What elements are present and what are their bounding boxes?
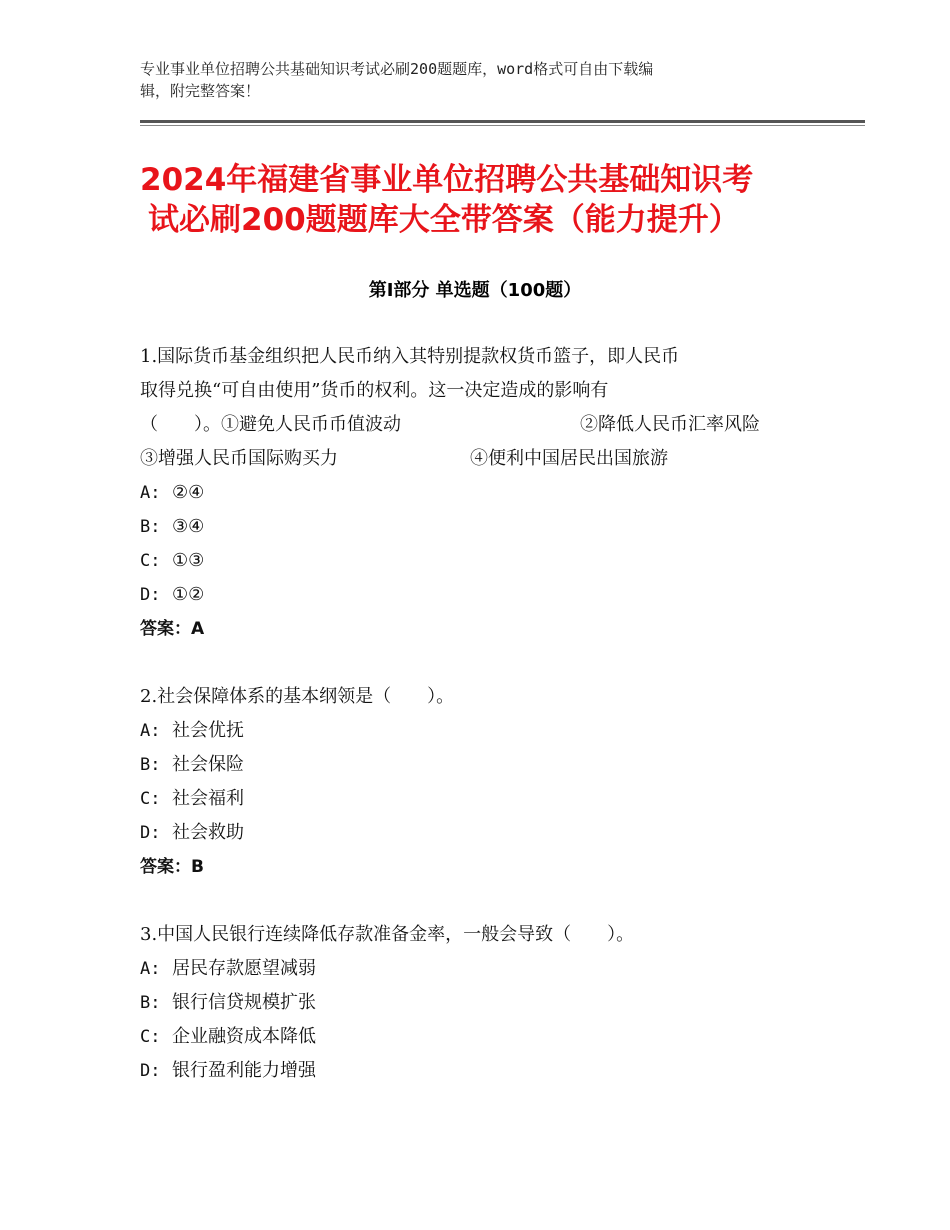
question-1-subitems-row1	[140, 408, 820, 442]
question-1-subitem: ③增强人民币国际购买力	[140, 448, 338, 469]
option-letter: B:	[140, 517, 161, 537]
question-3-option-a	[140, 952, 820, 986]
question-1	[140, 340, 820, 646]
header-note	[140, 58, 790, 102]
question-2-option-a	[140, 714, 820, 748]
question-1-subitem: ②降低人民币汇率风险	[580, 414, 760, 435]
option-text: 企业融资成本降低	[172, 1026, 316, 1047]
question-1-subitem: ④便利中国居民出国旅游	[470, 448, 668, 469]
question-1-option-d	[140, 578, 820, 612]
question-1-subitem: （ ）。①避免人民币币值波动	[140, 414, 401, 435]
question-1-answer: 答案：A	[140, 619, 205, 639]
section-title: 第Ⅰ部分 单选题（100题）	[368, 280, 582, 301]
document-title	[140, 160, 840, 240]
option-text: ③④	[172, 516, 205, 537]
option-text: 社会优抚	[172, 720, 244, 741]
question-2-answer: 答案：B	[140, 857, 204, 877]
option-text: 社会福利	[172, 788, 244, 809]
option-text: 社会保险	[172, 754, 244, 775]
question-2-option-b	[140, 748, 820, 782]
question-3-stem: 3.中国人民银行连续降低存款准备金率，一般会导致（ ）。	[140, 924, 635, 945]
option-letter: C:	[140, 1027, 161, 1047]
option-text: ②④	[172, 482, 205, 503]
option-letter: B:	[140, 755, 161, 775]
header-note-line2: 辑，附完整答案！	[140, 82, 261, 100]
question-3-option-b	[140, 986, 820, 1020]
option-text: 居民存款愿望减弱	[172, 958, 316, 979]
question-3	[140, 918, 820, 1088]
option-text: 社会救助	[172, 822, 244, 843]
option-letter: D:	[140, 1061, 161, 1081]
question-2	[140, 680, 820, 884]
option-letter: C:	[140, 551, 161, 571]
option-letter: C:	[140, 789, 161, 809]
header-divider-thin	[140, 125, 865, 126]
option-text: 银行盈利能力增强	[172, 1060, 316, 1081]
question-1-option-c	[140, 544, 820, 578]
question-1-option-b	[140, 510, 820, 544]
question-1-stem-line2: 取得兑换“可自由使用”货币的权利。这一决定造成的影响有	[140, 380, 609, 401]
option-letter: D:	[140, 585, 161, 605]
option-letter: D:	[140, 823, 161, 843]
header-divider-thick	[140, 120, 865, 123]
document-title-line2: 试必刷200题题库大全带答案（能力提升）	[148, 202, 740, 238]
option-text: ①③	[172, 550, 205, 571]
question-2-option-c	[140, 782, 820, 816]
option-letter: A:	[140, 959, 161, 979]
question-1-subitems-row2	[140, 442, 820, 476]
question-1-stem-line1: 1.国际货币基金组织把人民币纳入其特别提款权货币篮子，即人民币	[140, 346, 680, 367]
document-title-line1: 2024年福建省事业单位招聘公共基础知识考	[140, 162, 754, 198]
question-3-option-d	[140, 1054, 820, 1088]
question-list	[140, 340, 820, 1122]
question-1-option-a	[140, 476, 820, 510]
question-2-option-d	[140, 816, 820, 850]
option-letter: A:	[140, 483, 161, 503]
option-letter: A:	[140, 721, 161, 741]
option-text: ①②	[172, 584, 205, 605]
option-text: 银行信贷规模扩张	[172, 992, 316, 1013]
question-2-stem: 2.社会保障体系的基本纲领是（ ）。	[140, 686, 455, 707]
option-letter: B:	[140, 993, 161, 1013]
question-3-option-c	[140, 1020, 820, 1054]
header-note-line1: 专业事业单位招聘公共基础知识考试必刷200题题库，word格式可自由下载编	[140, 60, 654, 78]
